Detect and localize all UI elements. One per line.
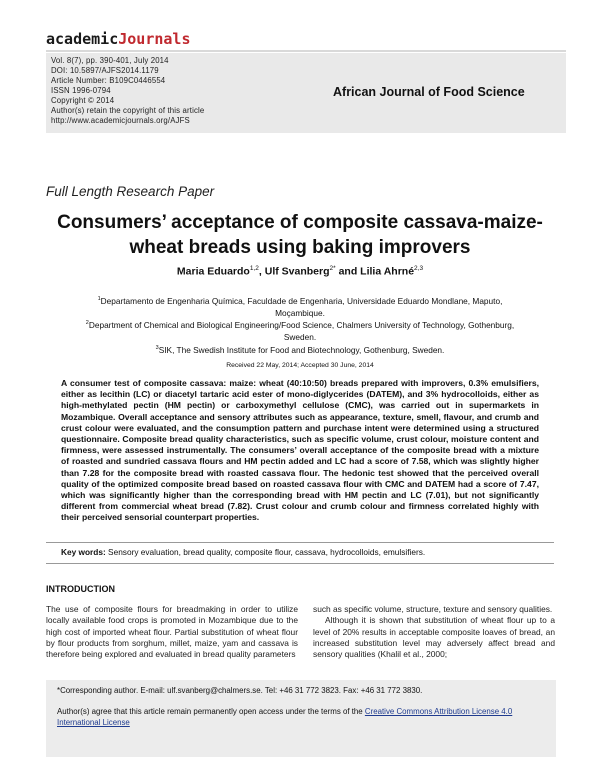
article-number: Article Number: B109C0446554	[51, 76, 166, 85]
affiliation-text: SIK, The Swedish Institute for Food and Biotechnology, Gothenburg, Sweden.	[158, 344, 445, 355]
affiliation-number: 1	[97, 296, 101, 302]
affiliation-number: 2	[85, 320, 89, 326]
journal-url[interactable]: http://www.academicjournals.org/AJFS	[51, 116, 190, 125]
paper-title	[40, 210, 560, 260]
received-accepted-dates: Received 22 May, 2014; Accepted 30 June, 2014	[226, 362, 374, 369]
title-line: Consumers’ acceptance of composite cassava-maize-	[57, 212, 543, 233]
abstract-text: A consumer test of composite cassava: maize: wheat (40:10:50) breads prepared with improvers, 0.3% emulsifiers, either as lecithin (LC) or diacetyl tartaric acid ester of mono-diglycerides (DATEM), and 3% hydrocolloids, either as high-methylated pectin (HM pectin) or carboxymethyl cellulose (CMC), was carried out in supermarkets in Mozambique. Overall acceptance and sensory attributes such as appearance, texture, smell, flavour, and crumb and crust colour were evaluated, and the consumption pattern and purchase intent were determined using a structured questionnaire. Composite bread quality characteristics, such as specific volume, crust colour, moisture content and firmness, were assessed instrumentally. The consumers’ overall acceptance of the composite bread with a mixture of roasted and sundried cassava flours and HM pectin added and LC had a score of 7.58, which was slightly higher than 7.28 for the composite bread with roasted cassava flour. The hedonic test showed that the perceived overall quality of the optimized composite bread based on roasted cassava flour with CMC and DATEM had a score of 7.47, which was significantly higher than the corresponding bread with HM pectin and LC (7.01), but not significantly different from commercial wheat bread (7.82). Crust colour and crumb colour and firmness correlated highly with their perceived sensorial counterpart properties.	[61, 378, 539, 523]
logo-part-academic: academic	[46, 30, 119, 48]
affiliation	[40, 317, 560, 343]
author-affil-mark: 1,2	[249, 265, 259, 272]
corresponding-author: *Corresponding author. E-mail: ulf.svanberg@chalmers.se. Tel: +46 31 772 3823. Fax: +46 31 772 3830.	[57, 686, 423, 695]
keywords	[61, 547, 425, 557]
article-type: Full Length Research Paper	[46, 184, 215, 199]
affiliation-text: Departamento de Engenharia Química, Faculdade de Engenharia, Universidade Eduardo Mondlane, Maputo,	[100, 295, 503, 306]
logo-underline	[46, 50, 566, 52]
section-heading-introduction: INTRODUCTION	[46, 584, 115, 594]
volume-info: Vol. 8(7), pp. 390-401, July 2014	[51, 56, 169, 65]
copyright: Copyright © 2014	[51, 96, 115, 105]
body-paragraph: Although it is shown that substitution of wheat flour up to a level of 20% results in acceptable composite loaves of bread, an increased substitution level may adversely affect bread and sensory qualities (Khalil et al., 2000;	[313, 615, 555, 660]
affiliation-text: Sweden.	[283, 331, 317, 342]
author-list	[40, 265, 560, 278]
license-text: Author(s) agree that this article remain permanently open access under the terms of the	[57, 707, 365, 716]
keywords-label: Key words:	[61, 547, 106, 557]
author-name: Ulf Svanberg	[264, 265, 330, 278]
author-separator: and	[335, 265, 361, 278]
copyright-note: Author(s) retain the copyright of this article	[51, 106, 205, 115]
body-column-right	[313, 604, 555, 660]
affiliation-text: Moçambique.	[275, 307, 325, 318]
author-affil-mark: 2,3	[414, 265, 424, 272]
keywords-divider-bottom	[46, 563, 554, 564]
affiliation	[40, 342, 560, 356]
keywords-divider-top	[46, 542, 554, 543]
keywords-text: Sensory evaluation, bread quality, composite flour, cassava, hydrocolloids, emulsifiers.	[108, 547, 426, 557]
title-line: wheat breads using baking improvers	[129, 237, 471, 258]
author-separator: ,	[258, 265, 265, 278]
license-note	[57, 706, 547, 728]
affiliation	[40, 293, 560, 319]
body-paragraph: such as specific volume, structure, texture and sensory qualities.	[313, 604, 553, 614]
journal-info	[51, 56, 204, 126]
logo-part-journals: Journals	[118, 30, 191, 48]
license-link[interactable]: Creative Commons Attribution License 4.0 International License	[57, 707, 513, 727]
doi-info: DOI: 10.5897/AJFS2014.1179	[51, 66, 159, 75]
author-name: Maria Eduardo	[176, 265, 250, 278]
author-name: Lilia Ahrné	[360, 265, 415, 278]
author-affil-mark: 2*	[329, 265, 336, 272]
affiliation-number: 3	[155, 345, 159, 351]
body-column-left: The use of composite flours for breadmaking in order to utilize locally available food crops is promoted in Mozambique due to the high cost of imported wheat flour. Partial substitution of wheat flour by flour products from sorghum, millet, maize, yam and cassava is therefore being explored and evaluated in bread quality parameters	[46, 604, 298, 660]
journal-title: African Journal of Food Science	[333, 85, 525, 99]
affiliation-text: Department of Chemical and Biological Engineering/Food Science, Chalmers University of Technology, Gothenburg,	[88, 319, 515, 330]
issn: ISSN 1996-0794	[51, 86, 111, 95]
publisher-logo	[46, 30, 191, 48]
